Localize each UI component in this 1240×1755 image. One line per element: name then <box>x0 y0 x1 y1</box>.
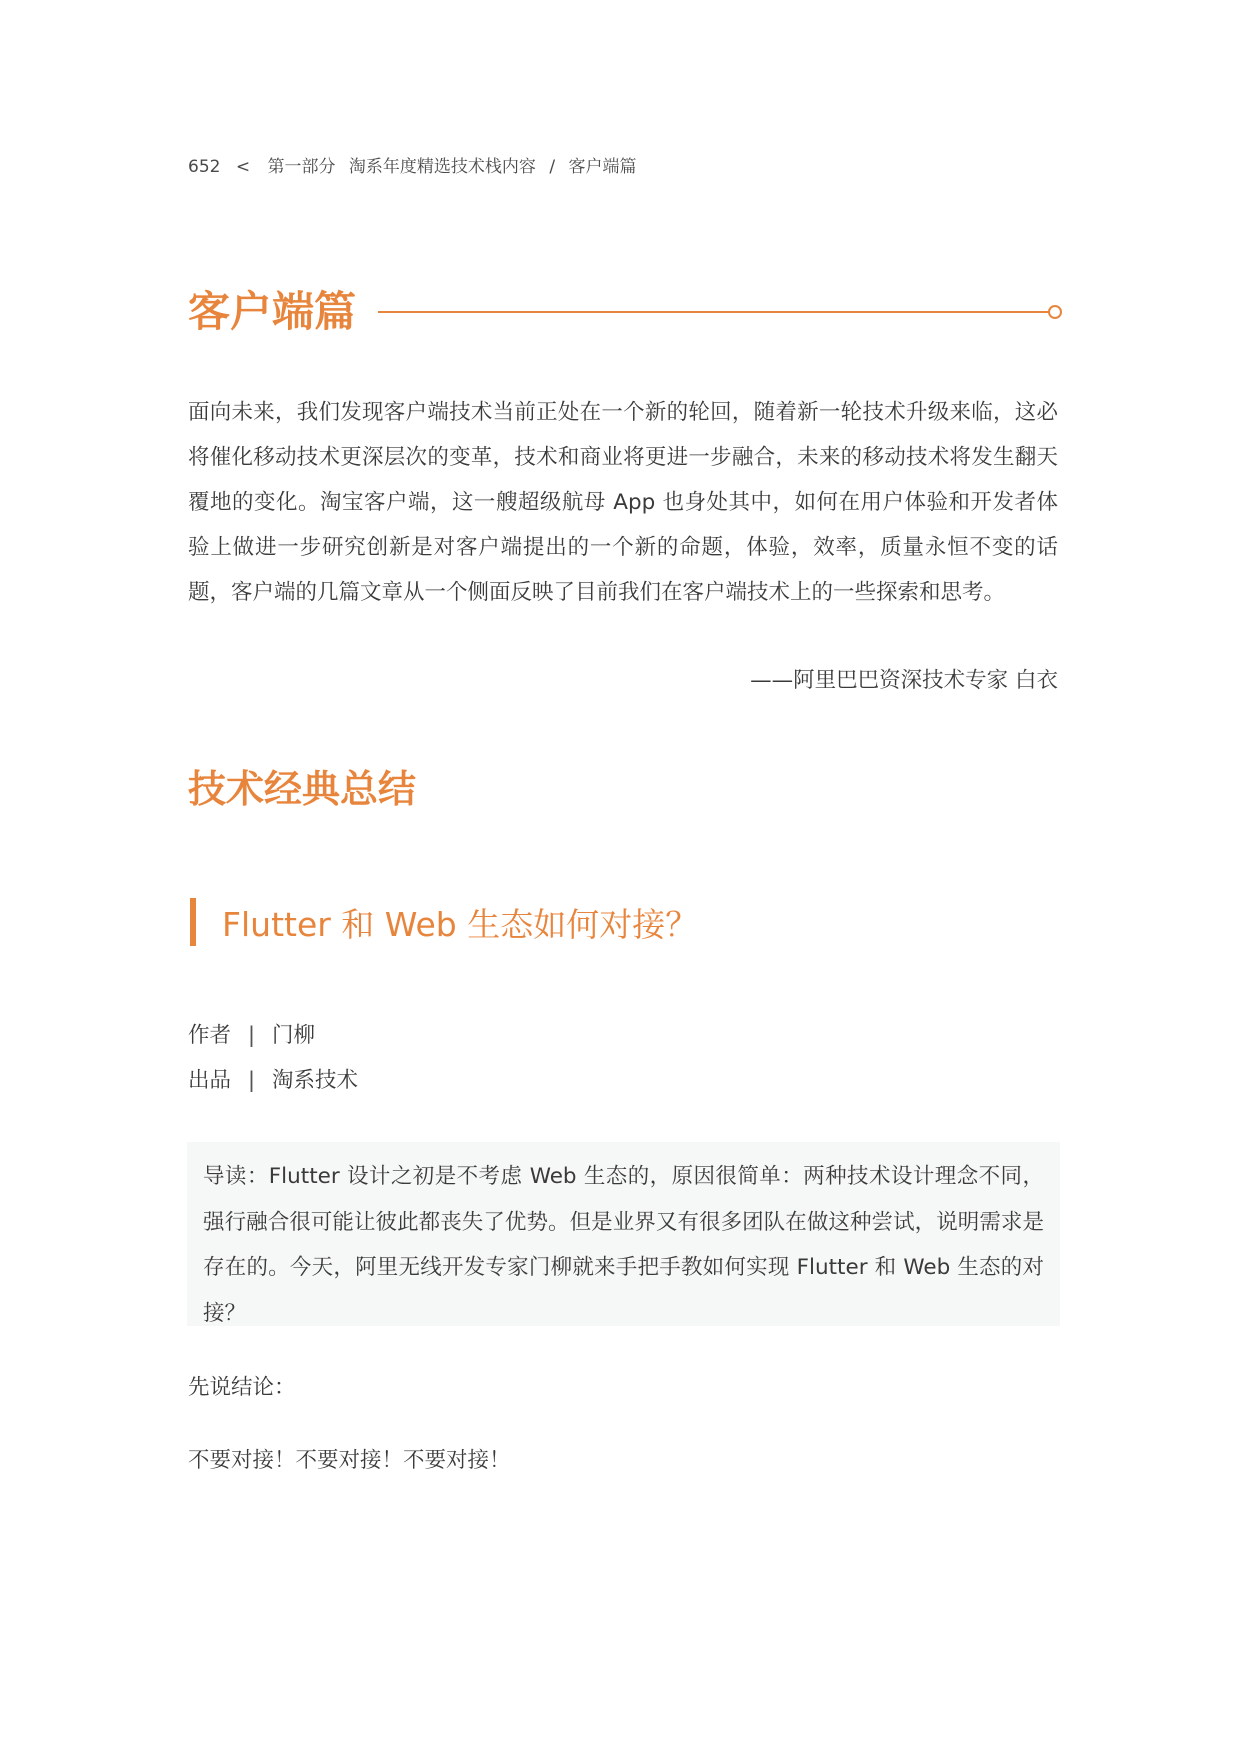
author-separator: | <box>247 1023 256 1048</box>
author-label: 作者 <box>188 1023 232 1048</box>
publisher-label: 出品 <box>188 1068 232 1093</box>
running-header <box>188 152 636 177</box>
chapter-title: 技术经典总结 <box>188 767 417 811</box>
page-number: 652 <box>188 157 221 177</box>
book-title: 淘系年度精选技术栈内容 <box>348 157 536 177</box>
publisher-line <box>188 1063 358 1094</box>
section-intro <box>188 390 1058 615</box>
chevron-left-icon: < <box>235 157 251 177</box>
section-title: 客户端篇 <box>188 287 357 336</box>
lead-box <box>187 1142 1060 1326</box>
section-title-row <box>188 282 1060 342</box>
publisher-name: 淘系技术 <box>271 1068 358 1093</box>
intro-paragraph: 面向未来，我们发现客户端技术当前正处在一个新的轮回，随着新一轮技术升级来临，这必将催化移动技术更深层次的变革，技术和商业将更进一步融合，未来的移动技术将发生翻天覆地的变化。淘宝客户端，这一艘超级航母 App 也身处其中，如何在用户体验和开发者体验上做进一步研究创新是对客户端提出的一个新的命题，体验，效率，质量永恒不变的话题，客户端的几篇文章从一个侧面反映了目前我们在客户端技术上的一些探索和思考。 <box>188 400 1058 605</box>
author-line <box>188 1018 315 1049</box>
section-divider <box>378 311 1060 313</box>
part-label: 第一部分 <box>267 157 336 177</box>
header-slash: / <box>549 157 556 177</box>
conclusion-text: 不要对接！不要对接！不要对接！ <box>188 1448 511 1473</box>
intro-signature: ——阿里巴巴资深技术专家 白衣 <box>750 668 1058 693</box>
publisher-separator: | <box>247 1068 256 1093</box>
author-name: 门柳 <box>271 1023 315 1048</box>
article-title: Flutter 和 Web 生态如何对接？ <box>222 904 699 944</box>
header-section: 客户端篇 <box>568 157 637 177</box>
circle-end-icon <box>1048 305 1062 319</box>
title-accent-bar <box>190 898 196 946</box>
article-title-row <box>190 898 698 946</box>
lead-text: 导读：Flutter 设计之初是不考虑 Web 生态的，原因很简单：两种技术设计理念不同，强行融合很可能让彼此都丧失了优势。但是业界又有很多团队在做这种尝试，说明需求是存在的。今天，阿里无线开发专家门柳就来手把手教如何实现 Flutter 和 Web 生态的对接？ <box>203 1164 1044 1326</box>
conclusion-label: 先说结论： <box>188 1375 296 1400</box>
